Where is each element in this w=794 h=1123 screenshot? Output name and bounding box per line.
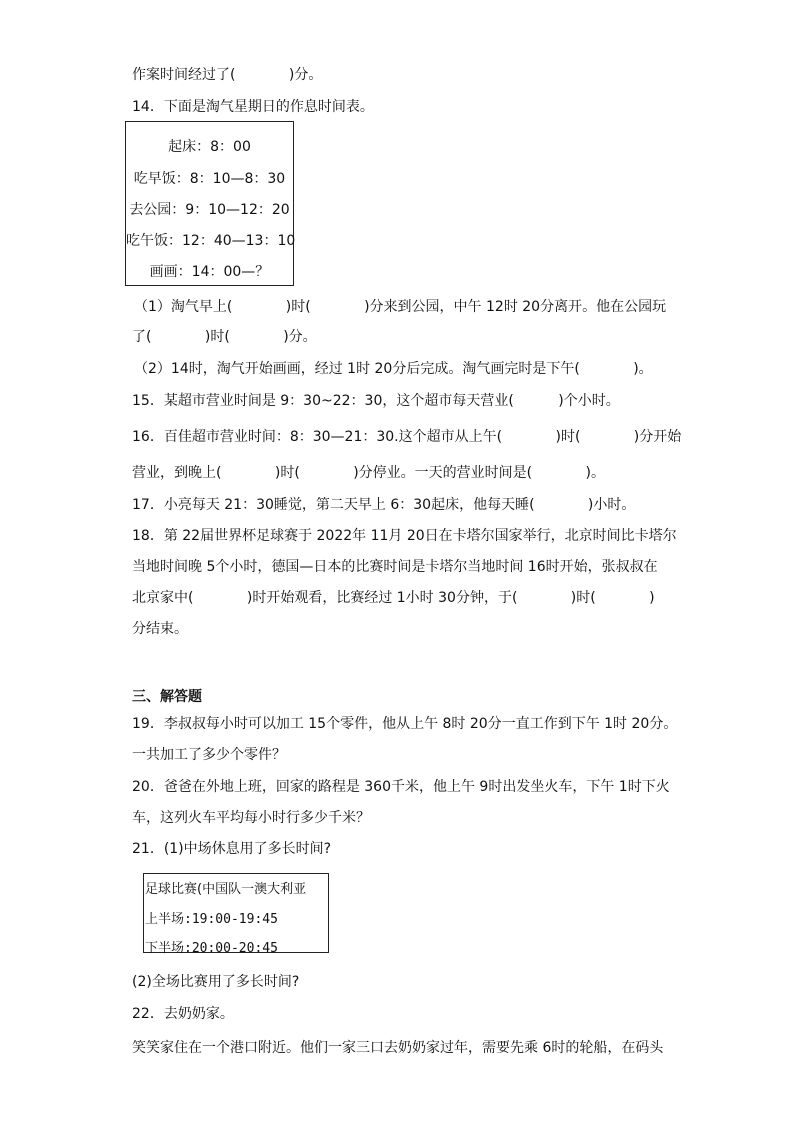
question-14-2: （2）14时，淘气开始画画，经过 1时 20分后完成。淘气画完时是下午( )。 <box>134 361 653 377</box>
question-22: 22．去奶奶家。 <box>132 1006 234 1022</box>
match-title: 足球比赛(中国队一澳大利亚 <box>145 882 307 897</box>
question-16: 16．百佳超市营业时间：8：30—21：30.这个超市从上午( )时( )分开始 <box>132 429 682 445</box>
question-14-1: （1）淘气早上( )时( )分来到公园，中午 12时 20分离开。他在公园玩 <box>134 299 667 315</box>
match-first-half: 上半场:19:00-19:45 <box>145 912 278 927</box>
question-20-cont: 车，这列火车平均每小时行多少千米？ <box>132 810 370 826</box>
question-15: 15．某超市营业时间是 9：30~22：30，这个超市每天营业( )个小时。 <box>132 393 620 409</box>
schedule-table <box>125 121 294 286</box>
question-19: 19．李叔叔每小时可以加工 15个零件，他从上午 8时 20分一直工作到下午 1时 20分。 <box>132 716 678 732</box>
question-14: 14．下面是淘气星期日的作息时间表。 <box>132 99 374 115</box>
schedule-item: 去公园：9：10—12：20 <box>129 202 290 218</box>
text-line: 作案时间经过了( )分。 <box>132 67 323 83</box>
question-19-cont: 一共加工了多少个零件？ <box>132 747 286 763</box>
schedule-item: 画画：14：00—？ <box>149 264 270 280</box>
question-18: 18．第 22届世界杯足球赛于 2022年 11月 20日在卡塔尔国家举行，北京时间比卡塔尔 <box>132 528 677 544</box>
match-second-half: 下半场:20:00-20:45 <box>145 941 278 956</box>
schedule-item: 吃早饭：8：10—8：30 <box>133 171 286 187</box>
question-21-2: (2)全场比赛用了多长时间? <box>132 974 300 990</box>
question-17: 17．小亮每天 21：30睡觉，第二天早上 6：30起床，他每天睡( )小时。 <box>132 497 636 513</box>
schedule-item: 起床：8：00 <box>168 139 251 155</box>
question-20: 20．爸爸在外地上班，回家的路程是 360千米，他上午 9时出发坐火车，下午 1时下火 <box>132 779 670 795</box>
match-schedule-box <box>143 873 329 956</box>
question-18-cont: 北京家中( )时开始观看，比赛经过 1小时 30分钟，于( )时( ) <box>132 590 655 606</box>
section-heading: 三、解答题 <box>132 689 202 705</box>
question-22-text: 笑笑家住在一个港口附近。他们一家三口去奶奶家过年，需要先乘 6时的轮船，在码头 <box>132 1040 664 1056</box>
question-18-cont: 当地时间晚 5个小时，德国—日本的比赛时间是卡塔尔当地时间 16时开始，张叔叔在 <box>132 559 658 575</box>
question-21-1: 21．(1)中场休息用了多长时间? <box>132 841 332 857</box>
question-14-1-cont: 了( )时( )分。 <box>132 329 317 345</box>
question-16-cont: 营业，到晚上( )时( )分停业。一天的营业时间是( )。 <box>132 465 605 481</box>
schedule-item: 吃午饭：12：40—13：10 <box>126 233 296 249</box>
question-18-cont: 分结束。 <box>132 621 188 637</box>
